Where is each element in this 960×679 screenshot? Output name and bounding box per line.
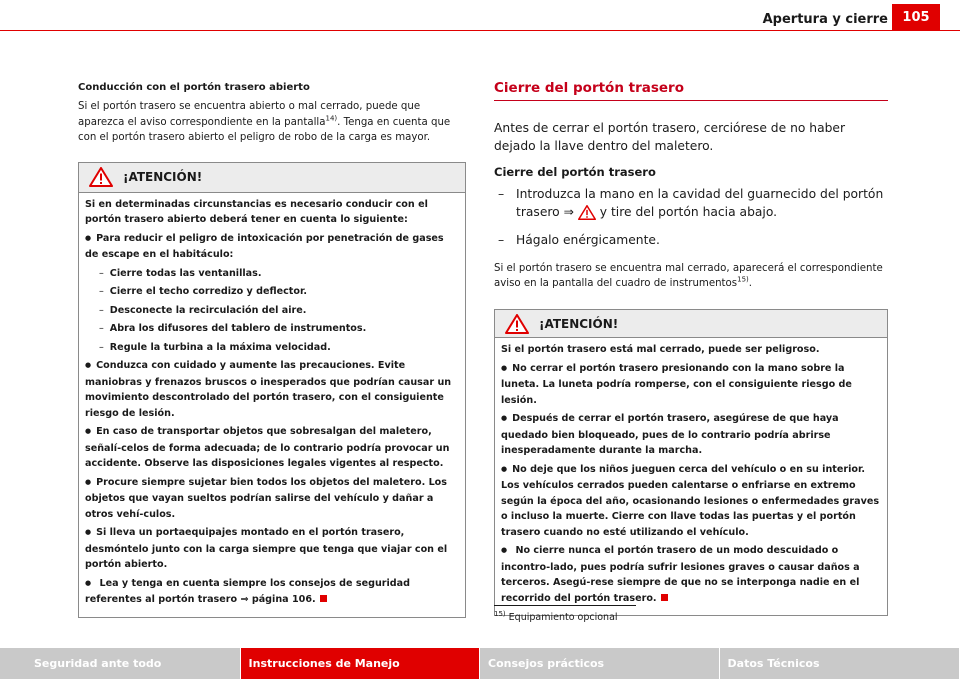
warning-subitem: – Regule la turbina a la máxima velocidad. <box>85 340 459 356</box>
footnote-text: Equipamiento opcional <box>508 612 618 623</box>
warning-body <box>79 193 465 617</box>
warning-bullet: ● No cerrar el portón trasero presionando con la mano sobre la luneta. La luneta podría romperse, con el consiguiente riesgo de lesión. <box>501 361 881 409</box>
warning-title: ¡ATENCIÓN! <box>539 316 619 331</box>
warning-subitem: – Cierre todas las ventanillas. <box>85 266 459 282</box>
warning-title: ¡ATENCIÓN! <box>123 170 203 184</box>
end-marker-icon <box>661 594 668 601</box>
step-text: Hágalo enérgicamente. <box>516 233 660 247</box>
close-note <box>494 261 888 291</box>
close-intro: Antes de cerrar el portón trasero, cerciórese de no haber dejado la llave dentro del maletero. <box>494 121 846 153</box>
note-end: . <box>748 278 752 289</box>
warning-lead: Si en determinadas circunstancias es necesario conducir con el portón trasero abierto deberá tener en cuenta lo siguiente: <box>85 198 428 225</box>
warning-body <box>495 338 887 615</box>
footnote-ref-14: 14) <box>325 114 338 123</box>
warning-bullet: ● Para reducir el peligro de intoxicación por penetración de gases de escape en el habitáculo: <box>85 231 459 263</box>
warning-header <box>495 310 887 338</box>
arrow-icon: ⇒ <box>240 594 249 605</box>
page-reference-link[interactable]: página 106. <box>251 594 316 605</box>
tab-seguridad[interactable]: Seguridad ante todo <box>0 648 240 679</box>
section-heading-open-driving: Conducción con el portón trasero abierto <box>78 82 310 93</box>
step-text-b: y tire del portón hacia abajo. <box>599 205 778 219</box>
warning-bullet: ● Después de cerrar el portón trasero, asegúrese de que haya quedado bien bloqueado, pues de lo contrario podría abrirse inesperadamente durante la marcha. <box>501 411 881 459</box>
warning-bullet: ● Conduzca con cuidado y aumente las precauciones. Evite maniobras y frenazos bruscos o inesperados que podrían causar un movimiento descontrolado del portón trasero, con el consiguiente riesgo de lesión. <box>85 358 459 421</box>
step-text-a: Introduzca la mano en la cavidad del guarnecido del portón trasero <box>516 187 884 219</box>
end-marker-icon <box>320 595 327 602</box>
warning-subitem: – Abra los difusores del tablero de instrumentos. <box>85 321 459 337</box>
warning-last-text: Lea y tenga en cuenta siempre los consejos de seguridad referentes al portón trasero <box>85 577 411 605</box>
warning-bullet-last <box>501 543 881 606</box>
footnote-ref-15: 15) <box>737 275 749 284</box>
warning-box-left <box>78 162 466 618</box>
tab-instrucciones[interactable]: Instrucciones de Manejo <box>241 648 479 679</box>
chapter-title: Apertura y cierre <box>762 12 888 27</box>
intro-paragraph <box>78 99 466 146</box>
warning-triangle-icon <box>89 167 113 187</box>
note-text: Si el portón trasero se encuentra mal cerrado, aparecerá el correspondiente aviso en la pantalla del cuadro de instrumentos <box>494 263 883 289</box>
tab-datos-tecnicos[interactable]: Datos Técnicos <box>720 648 959 679</box>
warning-bullet: ● No deje que los niños jueguen cerca del vehículo o en su interior. Los vehículos cerrados pueden calentarse o enfriarse en extremo según la época del año, ocasionando lesiones o enfermedades graves o incluso la muerte. Cierre con llave todas las puertas y el portón trasero cuando no esté utilizando el vehículo. <box>501 462 881 541</box>
warning-triangle-icon <box>505 314 529 334</box>
header-rule <box>0 30 960 31</box>
footer-nav <box>0 648 960 679</box>
warning-subitem: – Cierre el techo corredizo y deflector. <box>85 284 459 300</box>
warning-last-text: No cierre nunca el portón trasero de un modo descuidado o incontro-lado, pues podría sufrir lesiones graves o causar daños a terceros. Asegú-rese siempre de que no se interponga nadie en el recorrido del portón trasero. <box>501 545 860 604</box>
warning-lead: Si el portón trasero está mal cerrado, puede ser peligroso. <box>501 344 820 355</box>
step-item <box>494 231 888 249</box>
warning-header <box>79 163 465 193</box>
warning-bullet-last <box>85 576 459 608</box>
footnote-mark: 15) <box>494 609 506 618</box>
step-dash: – <box>498 233 505 247</box>
warning-subitem: – Desconecte la recirculación del aire. <box>85 303 459 319</box>
section-title-close: Cierre del portón trasero <box>494 80 888 101</box>
tab-consejos[interactable]: Consejos prácticos <box>480 648 718 679</box>
intro-text-b: . Tenga en cuenta que con el portón trasero abierto el peligro de robo de la carga es mayor. <box>78 116 451 143</box>
step-dash: – <box>498 187 505 201</box>
left-column <box>78 82 466 618</box>
footnote <box>494 609 618 623</box>
warning-bullet: ● Si lleva un portaequipajes montado en el portón trasero, desmóntelo junto con la carga siempre que tenga que viajar con el portón abierto. <box>85 525 459 573</box>
warning-box-right <box>494 309 888 616</box>
intro-text-a: Si el portón trasero se encuentra abierto o mal cerrado, puede que aparezca el aviso correspondiente en la pantalla <box>78 101 421 128</box>
right-column <box>494 80 888 616</box>
page-number: 105 <box>892 4 940 30</box>
warning-triangle-icon <box>578 205 596 220</box>
footnote-rule <box>494 605 636 606</box>
warning-bullet: ● En caso de transportar objetos que sobresalgan del maletero, señalí-celos de forma adecuada; de lo contrario podría provocar un accidente. Observe las disposiciones legales vigentes al respecto. <box>85 424 459 472</box>
close-subheading: Cierre del portón trasero <box>494 165 656 179</box>
warning-bullet: ● Procure siempre sujetar bien todos los objetos del maletero. Los objetos que vayan sueltos podrían salirse del vehículo y dañar a otros vehí-culos. <box>85 475 459 523</box>
step-item <box>494 185 888 221</box>
arrow-icon: ⇒ <box>563 205 574 219</box>
